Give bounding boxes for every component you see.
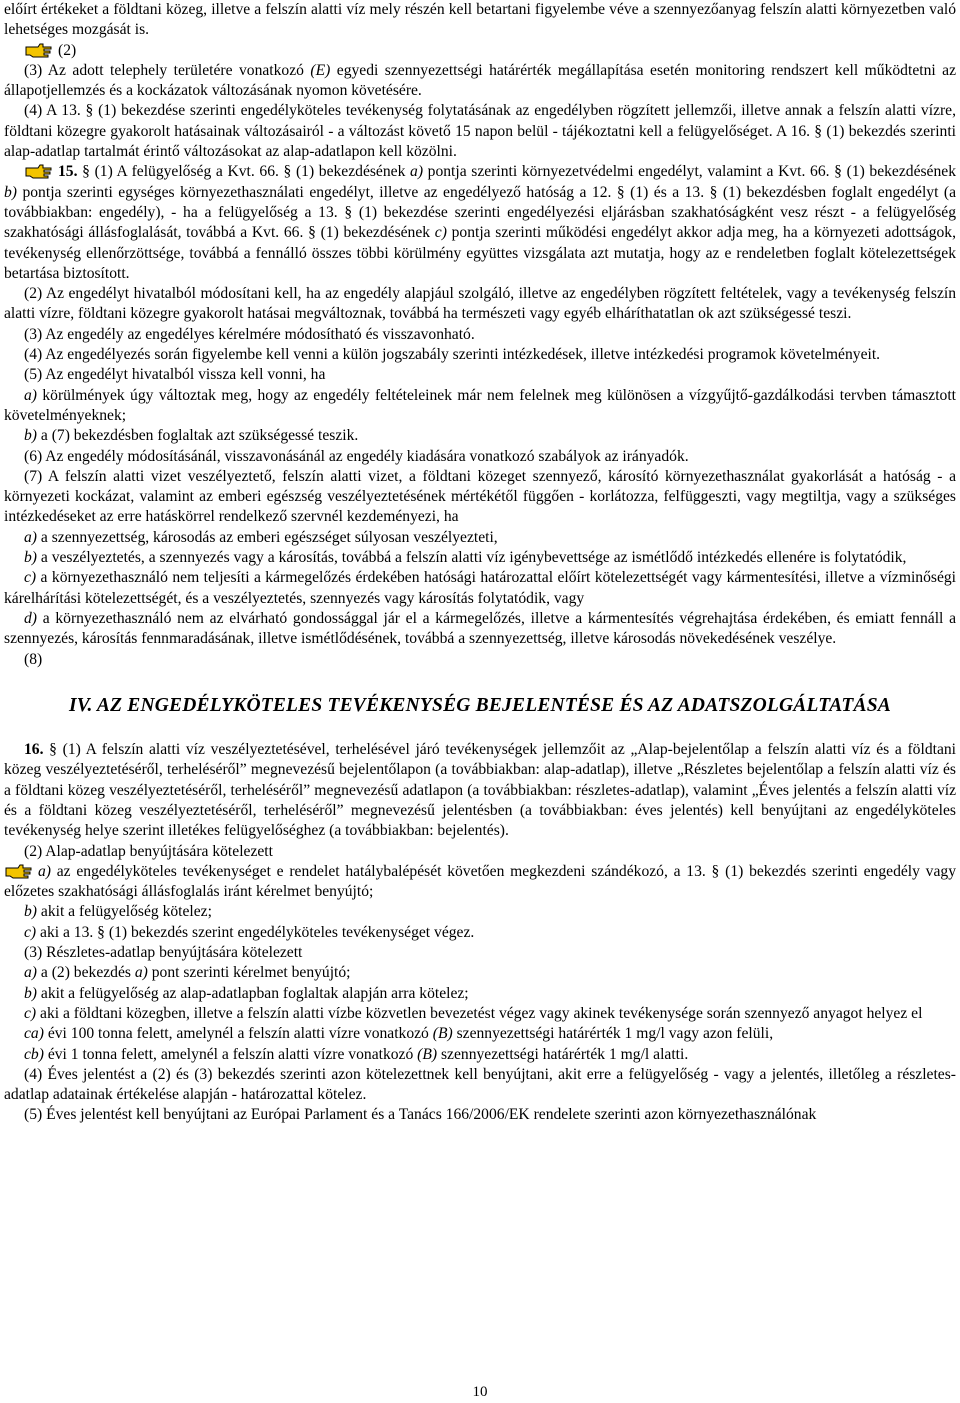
text-run: a környezethasználó nem az elvárható gondossággal jár el a kármegelőzés, illetve a kármentesítés végrehajtása érdekében, és emiatt fennáll a szennyezés, károsítás fennmaradásának, illetve ismétlődésének, továbbá a szennyezettség, illetve károsodás növekedésének veszélye. <box>4 609 956 648</box>
list-item <box>4 426 956 446</box>
text-run: akit a felügyelőség az alap-adatlapban foglaltak alapján arra kötelez; <box>37 984 469 1002</box>
paragraph: (4) A 13. § (1) bekezdése szerinti engedélyköteles tevékenység folytatásának az engedélyben rögzített jellemzői, illetve annak a felszín alatti vízre, földtani közegre gyakorolt hatásainak változásairól - a változást követő 15 napon belül - tájékoztatni kell a felügyelőséget. A 16. § (1) bekezdés szerinti alap-adatlap tartalmát érintő változásokat az alap-adatlapon kell közölni. <box>4 102 956 161</box>
item-label: b) <box>24 984 37 1002</box>
text-run: c) <box>434 224 447 242</box>
page-number: 10 <box>472 1384 488 1400</box>
list-item <box>4 862 956 903</box>
pointing-hand-icon[interactable] <box>24 42 54 58</box>
text-run: a) <box>410 163 424 181</box>
text-run: a) <box>134 964 148 982</box>
list-item <box>4 568 956 609</box>
document-page <box>4 0 956 1126</box>
text-run: a veszélyeztetés, a szennyezés vagy a károsítás, továbbá a felszín alatti víz igénybevettsége az ismétlődő intézkedés ellenére is folytatódik, <box>37 549 907 567</box>
paragraph: (2) Az engedélyt hivatalból módosítani kell, ha az engedély alapjául szolgáló, illetve az engedélyben rögzített feltételek, vagy a tevékenység felszín alatti vízre, földtani közegre gyakorolt hatásai megváltoznak, továbbá ha természeti vagy egyéb elháríthatatlan ok azt szükségessé teszi. <box>4 285 956 323</box>
text-run: szennyezettségi határérték 1 mg/l alatti. <box>437 1045 689 1063</box>
paragraph: előírt értékeket a földtani közeg, illetve a felszín alatti víz mely részén kell betartani figyelembe véve a szennyezőanyag felszín alatti környezetben való lehetséges mozgását is. <box>4 1 956 39</box>
paragraph <box>4 41 956 61</box>
list-item <box>4 1045 956 1065</box>
item-label: a) <box>24 528 37 546</box>
section-number: 15. <box>58 163 78 181</box>
text-run: § (1) A felszín alatti víz veszélyeztetésével, terhelésével járó tevékenységek jellemzőit az „Alap-bejelentőlap a felszín alatti víz és a földtani közeg veszélyeztetéséről, terheléséről” megnevezésű bejelentőlapon (a továbbiakban: alap-adatlap), illetve „Részletes bejelentőlap a felszín alatti víz és a földtani közeg veszélyeztetéséről, terheléséről” megnevezésű adatlapon (a továbbiakban: részletes-adatlap), valamint „Éves jelentés a felszín alatti víz és a földtani közeg veszélyeztetéséről, terheléséről” megnevezésű jelentésben (a továbbiakban: éves jelentés) kell benyújtani az engedélyköteles tevékenység helye szerint illetékes felügyelőséghez (a továbbiakban: bejelentés). <box>4 741 956 840</box>
paragraph: (2) Alap-adatlap benyújtására kötelezett <box>24 842 273 860</box>
text-run: pontja szerinti egységes környezethasználati engedélyt, illetve az engedélyező hatóság a 12. § (1) és a 13. § (1) bekezdésben foglalt engedélyt (a továbbiakban: engedély), - ha a felügyelőség a 13. § (1) bekezdése szerinti engedélyezési eljárásban szakhatóságként vesz részt - a felügyelőség szakhatósági állásfoglalását, továbbá a Kvt. 66. § (1) bekezdésének <box>4 183 956 242</box>
text-run: a (7) bekezdésben foglaltak azt szükségessé teszik. <box>37 427 359 445</box>
list-item <box>4 923 956 943</box>
text-run: b) <box>4 183 17 201</box>
text-run: (B) <box>432 1025 453 1043</box>
text-run: szennyezettségi határérték 1 mg/l vagy azon felüli, <box>452 1025 774 1043</box>
chapter-heading: IV. AZ ENGEDÉLYKÖTELES TEVÉKENYSÉG BEJELENTÉSE ÉS AZ ADATSZOLGÁLTATÁSA <box>68 694 891 716</box>
paragraph: (7) A felszín alatti vizet veszélyeztető, felszín alatti vizet, a földtani közeget szennyező, károsító környezethasználat gyakorlását a hatóság - a környezeti kockázat, valamint az emberi egészség veszélyeztetésének mértékétől függően - korlátozza, felfüggeszti, vagy megtiltja, vagy a szükséges intézkedéseket az erre hatáskörrel rendelkező szervnél kezdeményezi, ha <box>4 467 956 526</box>
paragraph: (5) Az engedélyt hivatalból vissza kell vonni, ha <box>24 366 326 384</box>
subsection-number: (2) <box>58 41 77 59</box>
paragraph <box>4 162 956 284</box>
text-run: évi 1 tonna felett, amelynél a felszín alatti vízre vonatkozó <box>43 1045 418 1063</box>
list-item <box>4 1024 956 1044</box>
paragraph: (6) Az engedély módosításánál, visszavonásánál az engedély kiadására vonatkozó szabályok az irányadók. <box>24 447 689 465</box>
paragraph <box>4 61 956 102</box>
paragraph: (8) <box>24 650 43 668</box>
item-label: a) <box>24 386 37 404</box>
paragraph: (4) Az engedélyezés során figyelembe kell venni a külön jogszabály szerinti intézkedések, illetve intézkedési programok követelményeit. <box>24 346 881 364</box>
text-run: évi 100 tonna felett, amelynél a felszín alatti vízre vonatkozó <box>43 1025 433 1043</box>
paragraph <box>4 740 956 841</box>
pointing-hand-icon[interactable] <box>4 863 34 879</box>
item-label: a) <box>38 862 51 880</box>
paragraph: (5) Éves jelentést kell benyújtani az Európai Parlament és a Tanács 166/2006/EK rendelete szerinti azon környezethasználónak <box>24 1106 817 1124</box>
list-item <box>4 609 956 650</box>
text-run: (3) Az adott telephely területére vonatkozó <box>24 61 311 79</box>
section-number: 16. <box>24 741 44 759</box>
text-run: aki a 13. § (1) bekezdés szerint engedélyköteles tevékenységet végez. <box>36 923 475 941</box>
item-label: d) <box>24 609 37 627</box>
list-item <box>4 386 956 427</box>
text-run: pont szerinti kérelmet benyújtó; <box>147 964 351 982</box>
text-run: akit a felügyelőség kötelez; <box>37 903 212 921</box>
paragraph: (4) Éves jelentést a (2) és (3) bekezdés szerinti azon kötelezettnek kell benyújtani, akit erre a felügyelőség - vagy a jelentés, illetőleg a részletes-adatlap adatainak értékelése alapján - határozattal kötelez. <box>4 1065 956 1104</box>
list-item <box>4 902 956 922</box>
text-run: (E) <box>310 61 331 79</box>
text-run: a környezethasználó nem teljesíti a kármegelőzés érdekében hatósági határozattal előírt kötelezettségét vagy kármentesítési, illetve a vízminőségi kárelhárítási kötelezettségét, és a veszélyeztetés, szennyezés vagy károsítás folytatódik, vagy <box>4 569 956 607</box>
item-label: a) <box>24 964 37 982</box>
text-run: körülmények úgy változtak meg, hogy az engedély feltételeinek már nem felelnek meg különösen a vízgyűjtő-gazdálkodási tervben támasztott követelményeknek; <box>4 386 956 424</box>
item-label: c) <box>24 923 37 941</box>
list-item <box>4 548 956 568</box>
item-label: b) <box>24 903 37 921</box>
paragraph: (3) Az engedély az engedélyes kérelmére módosítható és visszavonható. <box>24 325 475 343</box>
item-label: c) <box>24 1004 37 1022</box>
item-label: ca) <box>24 1025 44 1043</box>
text-run: pontja szerinti működési engedélyt akkor adja meg, ha a környezeti adottságok, tevékenység ellenőrzöttsége, továbbá a fennálló összes többi körülmény együttes vizsgálata azt mutatja, hogy az e rendeletben foglalt kötelezettségek betartása biztosított. <box>4 224 956 282</box>
list-item <box>4 963 956 983</box>
text-run: a szennyezettség, károsodás az emberi egészséget súlyosan veszélyezteti, <box>37 528 498 546</box>
text-run: a (2) bekezdés <box>37 964 135 982</box>
text-run: aki a földtani közegben, illetve a felszín alatti vízbe közvetlen bevezetést végez vagy akinek tevékenysége során szennyező anyagot helyez el <box>36 1004 923 1022</box>
text-run: egyedi szennyezettségi határérték megállapítása esetén monitoring rendszert kell működtetni az állapotjellemzés és a kockázatok változásának nyomon követésére. <box>4 61 956 100</box>
list-item <box>4 528 956 548</box>
text-run: az engedélyköteles tevékenységet e rendelet hatálybalépését követően megkezdeni szándékozó, a 13. § (1) bekezdés szerinti engedély vagy előzetes szakhatósági állásfoglalás iránt kérelmet benyújtó; <box>4 862 956 901</box>
list-item <box>4 1004 956 1024</box>
item-label: b) <box>24 427 37 445</box>
paragraph: (3) Részletes-adatlap benyújtására kötelezett <box>24 944 303 962</box>
text-run: (B) <box>417 1045 438 1063</box>
text-run: pontja szerinti környezetvédelmi engedélyt, valamint a Kvt. 66. § (1) bekezdésének <box>423 163 956 181</box>
text-run: § (1) A felügyelőség a Kvt. 66. § (1) bekezdésének <box>77 163 411 181</box>
pointing-hand-icon[interactable] <box>24 163 54 179</box>
item-label: cb) <box>24 1045 44 1063</box>
item-label: c) <box>24 569 37 587</box>
list-item <box>4 984 956 1004</box>
item-label: b) <box>24 549 37 567</box>
